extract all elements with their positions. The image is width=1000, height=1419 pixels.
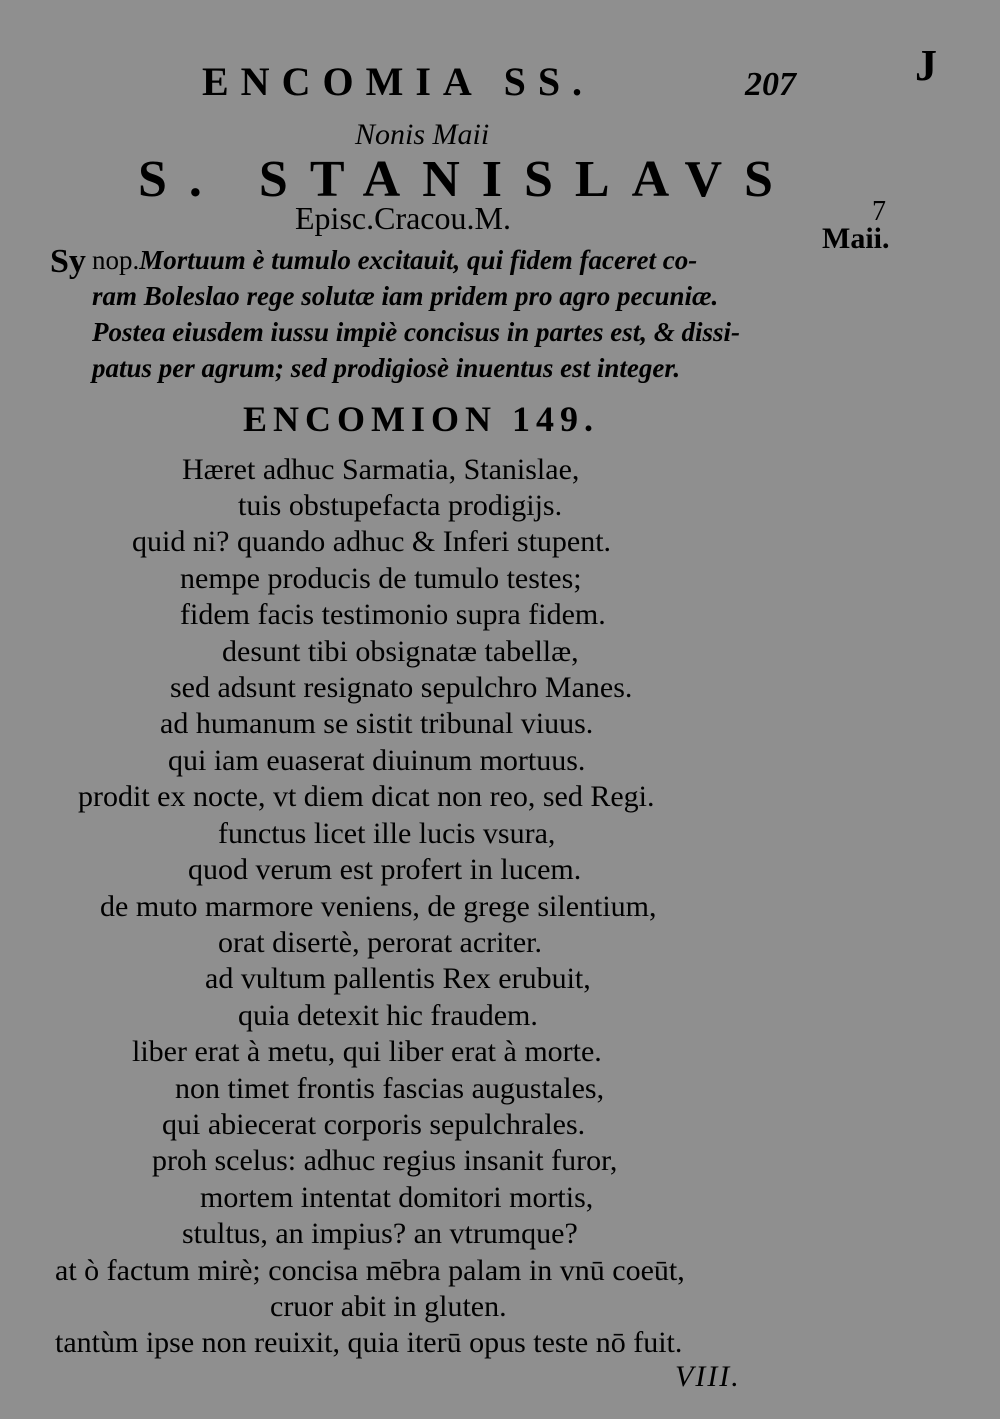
synopsis-initial: Sy: [50, 243, 86, 280]
saint-title: Episc.Cracou.M.: [295, 200, 511, 236]
poem-line: tantùm ipse non reuixit, quia iterū opus teste nō fuit.: [55, 1326, 683, 1359]
synopsis-line: patus per agrum; sed prodigiosè inuentus est integer.: [92, 353, 681, 383]
margin-month: Maii.: [822, 222, 890, 255]
poem-line: ad vultum pallentis Rex erubuit,: [205, 962, 591, 995]
poem-line: functus licet ille lucis vsura,: [218, 817, 556, 850]
poem-line: cruor abit in gluten.: [270, 1290, 507, 1323]
margin-day-number: 7: [872, 196, 886, 227]
poem-line: quia detexit hic fraudem.: [238, 999, 538, 1032]
poem-line: non timet frontis fascias augustales,: [175, 1072, 605, 1105]
poem-line: nempe producis de tumulo testes;: [180, 562, 582, 595]
page-number: 207: [745, 66, 796, 103]
poem-line: stultus, an impius? an vtrumque?: [182, 1217, 578, 1250]
poem-line: quod verum est profert in lucem.: [188, 853, 582, 886]
poem-line: qui abiecerat corporis sepulchrales.: [162, 1108, 586, 1141]
synopsis-line: Postea eiusdem iussu impiè concisus in partes est, & dissi-: [92, 317, 741, 347]
poem-line: liber erat à metu, qui liber erat à morte.: [132, 1035, 602, 1068]
poem-line: desunt tibi obsignatæ tabellæ,: [222, 635, 579, 668]
running-head: ENCOMIA SS.: [202, 59, 595, 104]
synopsis: [92, 242, 812, 386]
poem-line: proh scelus: adhuc regius insanit furor,: [152, 1144, 618, 1177]
poem-line: orat disertè, perorat acriter.: [218, 926, 542, 959]
poem-line: fidem facis testimonio supra fidem.: [180, 598, 606, 631]
synopsis-line: ram Boleslao rege solutæ iam pridem pro agro pecuniæ.: [92, 281, 719, 311]
signature-mark: VIII.: [675, 1360, 741, 1393]
poem-line: prodit ex nocte, vt diem dicat non reo, sed Regi.: [78, 780, 655, 813]
encomion-heading: ENCOMION 149.: [243, 399, 599, 439]
synopsis-label: nop.: [92, 245, 140, 275]
poem-line: quid ni? quando adhuc & Inferi stupent.: [132, 525, 612, 558]
saint-name: S. STANISLAVS: [138, 151, 795, 208]
feast-date: Nonis Maii: [355, 118, 490, 151]
poem-line: sed adsunt resignato sepulchro Manes.: [170, 671, 633, 704]
corner-mark: J: [915, 41, 937, 90]
poem-line: qui iam euaserat diuinum mortuus.: [168, 744, 586, 777]
poem-line: de muto marmore veniens, de grege silentium,: [100, 890, 657, 923]
poem-line: mortem intentat domitori mortis,: [200, 1181, 594, 1214]
poem-line: tuis obstupefacta prodigijs.: [238, 489, 563, 522]
poem-line: at ò factum mirè; concisa mēbra palam in vnū coeūt,: [55, 1254, 685, 1287]
synopsis-line: nop.Mortuum è tumulo excitauit, qui fidem faceret co-: [92, 245, 698, 275]
poem-line: Hæret adhuc Sarmatia, Stanislae,: [182, 453, 580, 486]
poem-line: ad humanum se sistit tribunal viuus.: [160, 707, 594, 740]
